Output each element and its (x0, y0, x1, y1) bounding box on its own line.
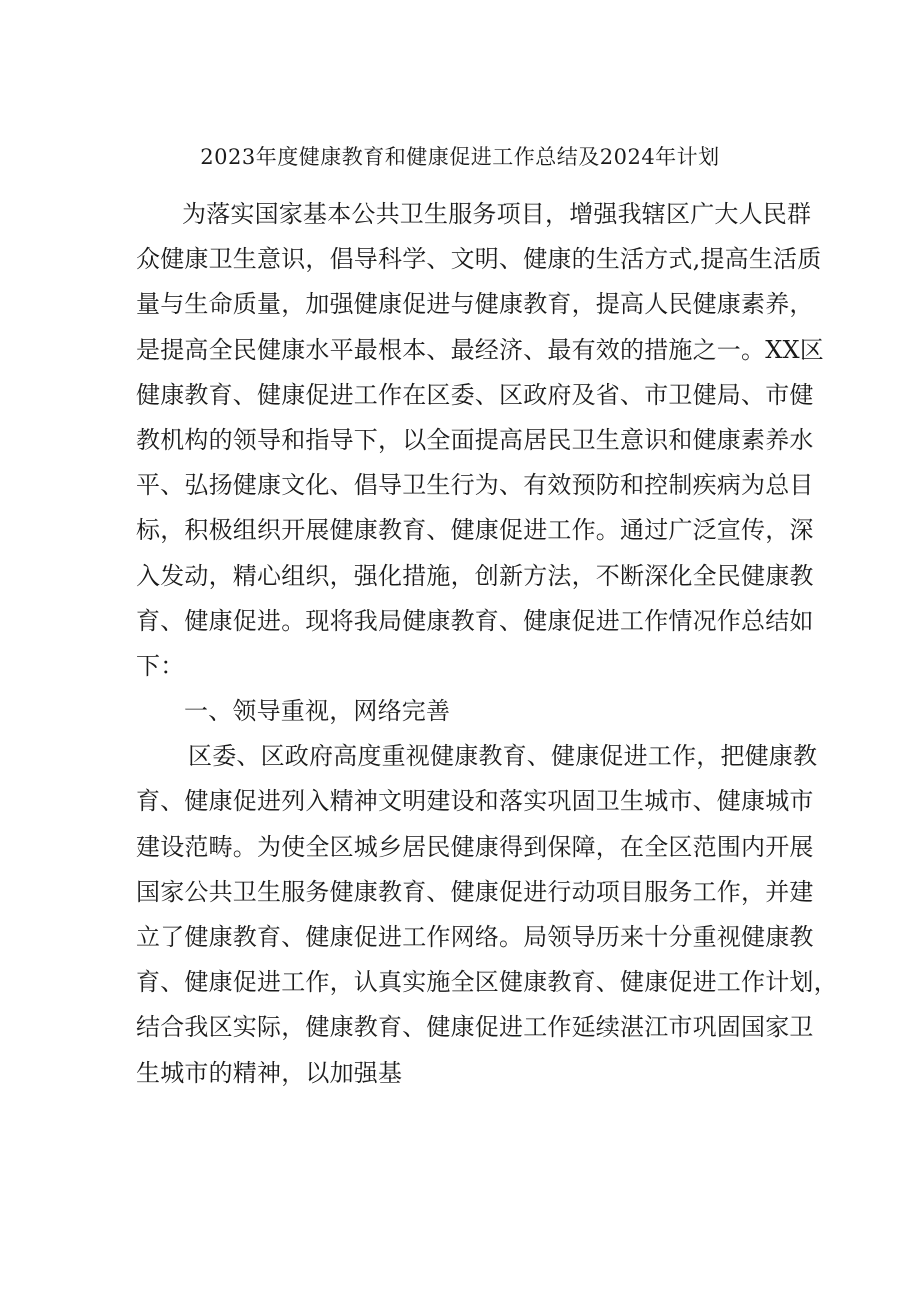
paragraph-line: 建设范畴。为使全区城乡居民健康得到保障，在全区范围内开展 (136, 832, 814, 861)
document-title: 2023年度健康教育和健康促进工作总结及2024年计划 (200, 145, 720, 169)
paragraph-line: 国家公共卫生服务健康教育、健康促进行动项目服务工作，并建 (136, 877, 814, 906)
paragraph-line: 结合我区实际，健康教育、健康促进工作延续湛江市巩固国家卫 (136, 1013, 814, 1042)
paragraph-line: 众健康卫生意识，倡导科学、文明、健康的生活方式,提高生活质 (136, 245, 822, 274)
paragraph-line: 育、健康促进列入精神文明建设和落实巩固卫生城市、健康城市 (136, 787, 814, 816)
paragraph-line: 区委、区政府高度重视健康教育、健康促进工作，把健康教 (188, 742, 818, 771)
paragraph-line: 平、弘扬健康文化、倡导卫生行为、有效预防和控制疾病为总目 (136, 471, 814, 500)
paragraph-line: 立了健康教育、健康促进工作网络。局领导历来十分重视健康教 (136, 923, 814, 951)
document-body (136, 196, 838, 1100)
section-heading: 一、领导重视，网络完善 (184, 697, 451, 726)
paragraph-line: 健康教育、健康促进工作在区委、区政府及省、市卫健局、市健 (136, 380, 814, 409)
paragraph-line: 量与生命质量，加强健康促进与健康教育，提高人民健康素养， (136, 290, 814, 319)
paragraph-line: 标，积极组织开展健康教育、健康促进工作。通过广泛宣传，深 (136, 516, 814, 545)
paragraph-line: 育、健康促进工作，认真实施全区健康教育、健康促进工作计划， (136, 968, 838, 997)
paragraph-line: 入发动，精心组织，强化措施，创新方法，不断深化全民健康教 (136, 561, 814, 590)
paragraph-line: 育、健康促进。现将我局健康教育、健康促进工作情况作总结如 (136, 606, 814, 635)
paragraph-line: 下： (136, 651, 185, 680)
paragraph-line: 为落实国家基本公共卫生服务项目，增强我辖区广大人民群 (182, 200, 812, 228)
paragraph-line: 是提高全民健康水平最根本、最经济、最有效的措施之一。XX区 (136, 335, 824, 364)
paragraph-line: 生城市的精神，以加强基 (136, 1058, 403, 1087)
paragraph-line: 教机构的领导和指导下，以全面提高居民卫生意识和健康素养水 (136, 425, 814, 454)
